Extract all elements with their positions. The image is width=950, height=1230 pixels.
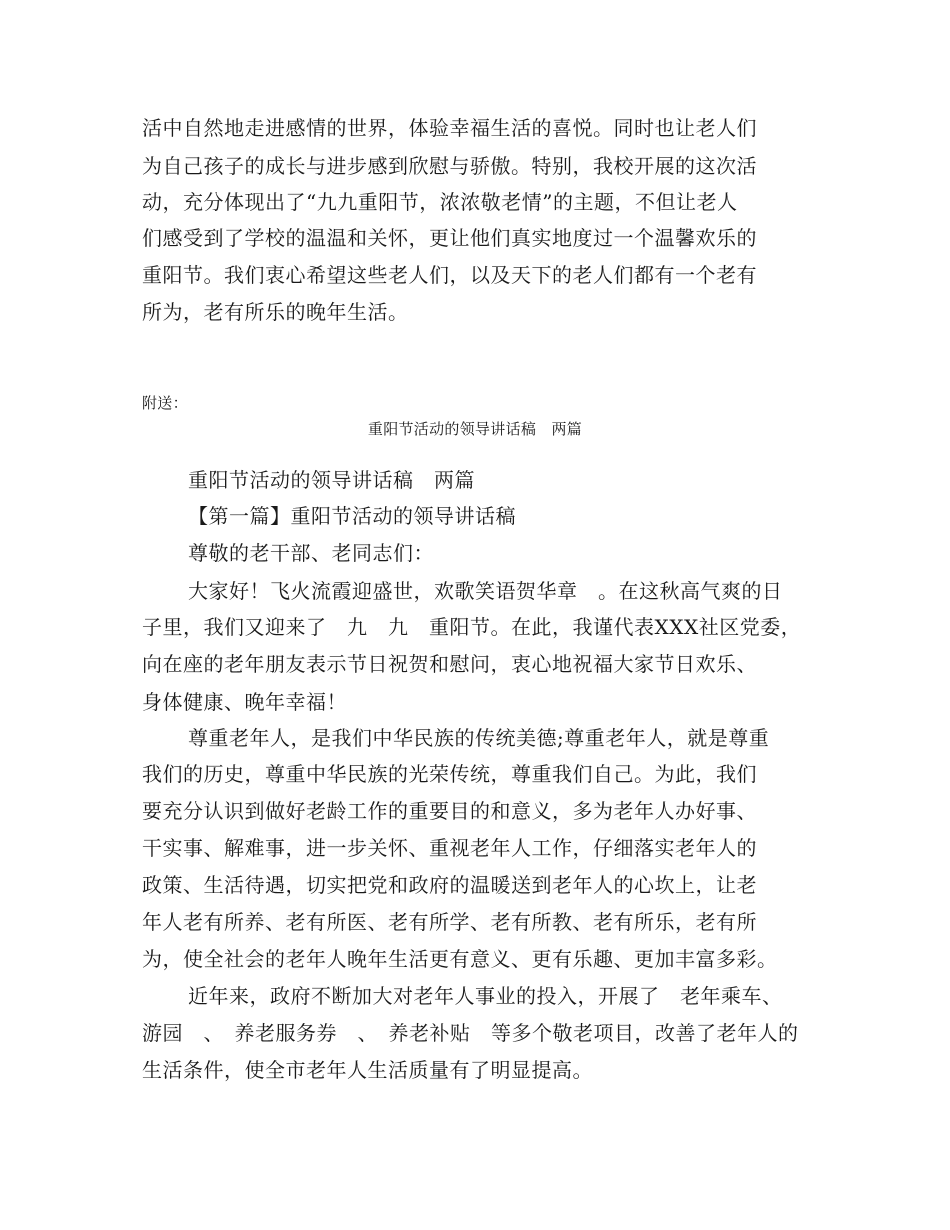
para2-line-4: 干实事、解难事，进一步关怀、重视老年人工作，仔细落实老年人的 [142, 836, 757, 860]
continuation-line-2: 为自己孩子的成长与进步感到欣慰与骄傲。特别，我校开展的这次活 [142, 154, 757, 178]
section-heading: 重阳节活动的领导讲话稿 两篇 [188, 468, 475, 492]
continuation-line-3: 动，充分体现出了“九九重阳节，浓浓敬老情”的主题，不但让老人 [142, 190, 738, 214]
continuation-line-4: 们感受到了学校的温温和关怀，更让他们真实地度过一个温馨欢乐的 [142, 226, 757, 250]
para3-line-1: 近年来，政府不断加大对老年人事业的投入，开展了 老年乘车、 [188, 984, 783, 1008]
para2-line-7: 为，使全社会的老年人晚年生活更有意义、更有乐趣、更加丰富多彩。 [142, 947, 778, 971]
para1-line-2: 子里，我们又迎来了 九 九 重阳节。在此，我谨代表XXX社区党委， [142, 615, 802, 639]
para3-line-2: 游园 、 养老服务券 、 养老补贴 等多个敬老项目，改善了老年人的 [142, 1021, 799, 1045]
para2-line-2: 我们的历史，尊重中华民族的光荣传统，尊重我们自己。为此，我们 [142, 762, 757, 786]
para3-line-3: 生活条件，使全市老年人生活质量有了明显提高。 [142, 1058, 593, 1082]
appendix-label: 附送： [142, 394, 188, 412]
continuation-line-6: 所为，老有所乐的晚年生活。 [142, 300, 409, 324]
para1-line-4: 身体健康、晚年幸福！ [142, 690, 347, 714]
continuation-line-5: 重阳节。我们衷心希望这些老人们，以及天下的老人们都有一个老有 [142, 263, 757, 287]
para2-line-3: 要充分认识到做好老龄工作的重要目的和意义，多为老年人办好事、 [142, 799, 757, 823]
salutation: 尊敬的老干部、老同志们： [188, 541, 434, 565]
para2-line-1: 尊重老年人，是我们中华民族的传统美德;尊重老年人，就是尊重 [188, 726, 770, 750]
para1-line-3: 向在座的老年朋友表示节日祝贺和慰问，衷心地祝福大家节日欢乐、 [142, 652, 757, 676]
para1-line-1: 大家好！飞火流霞迎盛世，欢歌笑语贺华章 。在这秋高气爽的日 [188, 579, 783, 603]
appendix-title: 重阳节活动的领导讲话稿 两篇 [367, 420, 583, 438]
para2-line-5: 政策、生活待遇，切实把党和政府的温暖送到老年人的心坎上，让老 [142, 873, 757, 897]
para2-line-6: 年人老有所养、老有所医、老有所学、老有所教、老有所乐，老有所 [142, 910, 757, 934]
part-one-heading: 【第一篇】重阳节活动的领导讲话稿 [188, 504, 516, 528]
continuation-line-1: 活中自然地走进感情的世界，体验幸福生活的喜悦。同时也让老人们 [142, 116, 757, 140]
